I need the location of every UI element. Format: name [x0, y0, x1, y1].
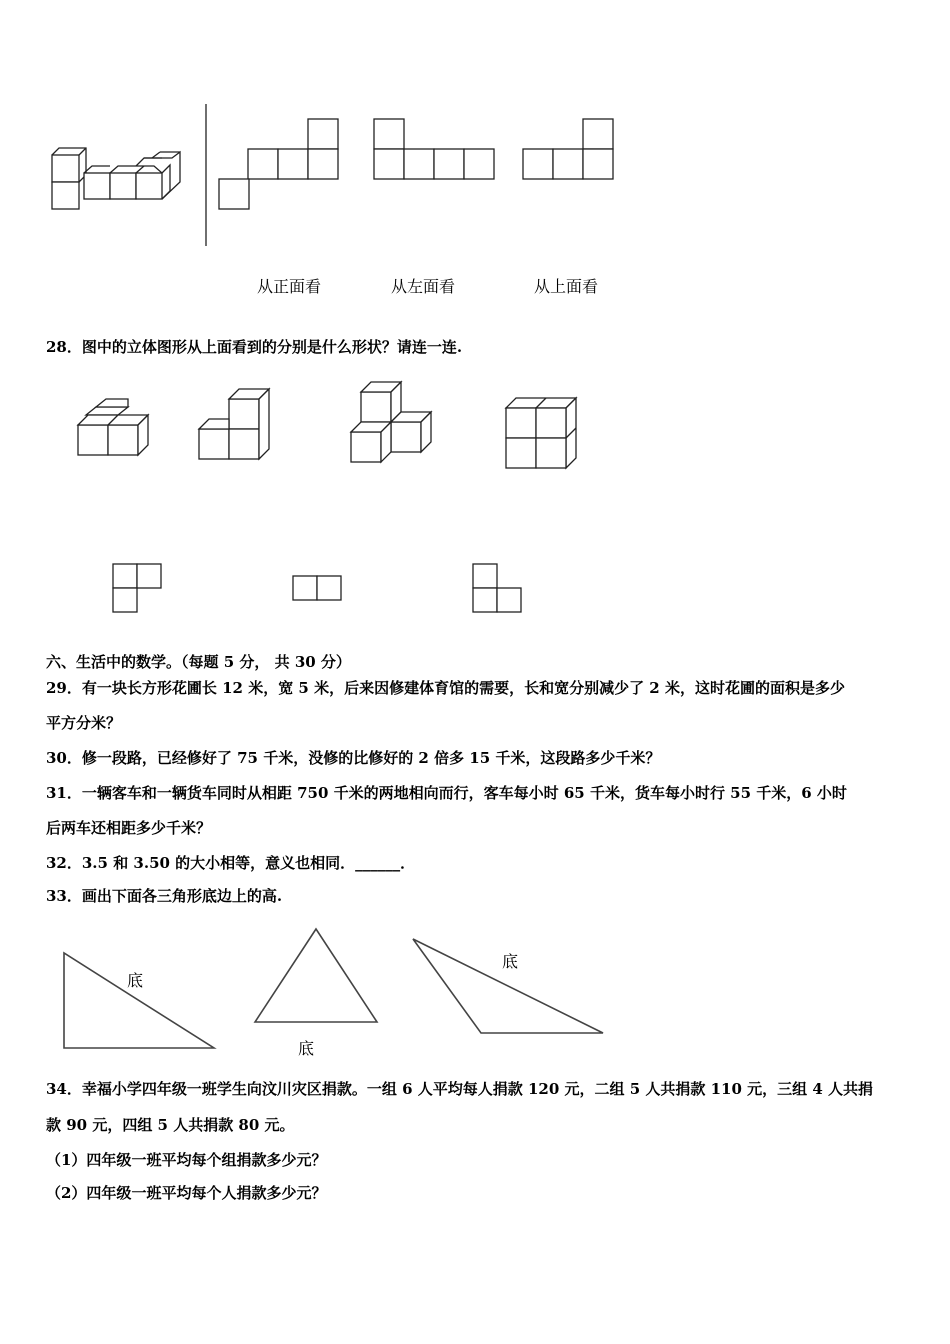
- q28-topview-c: [473, 564, 521, 612]
- q28-topview-b: [293, 576, 341, 600]
- triangle-2-base-label: 底: [298, 1039, 315, 1058]
- triangle-1-base-label: 底: [127, 971, 144, 990]
- q28-solid-b: [199, 389, 269, 459]
- q28-solids-figure: [0, 375, 650, 475]
- answer-blank[interactable]: ______: [355, 854, 401, 872]
- view-label-front: 从正面看: [257, 277, 322, 296]
- solid-row-cubes: [84, 152, 180, 199]
- q28-top-views-figure: [0, 560, 650, 615]
- triangle-3-base-label: 底: [502, 952, 519, 971]
- question-32: [46, 853, 415, 873]
- question-31-line1: 31．一辆客车和一辆货车同时从相距 750 千米的两地相向而行，客车每小时 65 千米，货车每小时行 55 千米，6 小时: [46, 784, 847, 802]
- solid-stack-cubes: [52, 148, 86, 209]
- question-29-line2: 平方分米？: [46, 714, 122, 732]
- question-32-text: 32．3.5 和 3.50 的大小相等，意义也相同．: [46, 854, 356, 872]
- question-29-line1: 29．有一块长方形花圃长 12 米，宽 5 米，后来因修建体育馆的需要，长和宽分别减少了 2 米，这时花圃的面积是多少: [46, 679, 845, 697]
- question-34-sub1: （1）四年级一班平均每个组捐款多少元？: [46, 1151, 327, 1169]
- section-6-title: 六、生活中的数学。（每题 5 分， 共 30 分）: [46, 653, 351, 671]
- question-32-end: ．: [400, 854, 416, 872]
- question-34-line1: 34．幸福小学四年级一班学生向汶川灾区捐款。一组 6 人平均每人捐款 120 元，二组 5 人共捐款 110 元，三组 4 人共捐: [46, 1080, 874, 1098]
- view-label-top: 从上面看: [534, 277, 599, 296]
- q28-solid-a: [78, 399, 148, 455]
- q28-solid-c: [351, 382, 431, 462]
- q28-topview-a: [113, 564, 161, 612]
- q28-solid-d: [506, 398, 576, 468]
- question-30: 30．修一段路，已经修好了 75 千米，没修的比修好的 2 倍多 15 千米，这段路多少千米？: [46, 749, 661, 767]
- q33-triangles-figure: [0, 920, 650, 1065]
- top-view-drawing: [523, 119, 613, 179]
- front-view-drawing: [219, 119, 338, 209]
- left-view-drawing: [374, 119, 494, 179]
- triangle-right: [64, 953, 214, 1048]
- triangle-isosceles: [255, 929, 377, 1022]
- question-28: 28．图中的立体图形从上面看到的分别是什么形状？请连一连.: [46, 338, 463, 356]
- question-31-line2: 后两车还相距多少千米？: [46, 819, 212, 837]
- question-33: 33．画出下面各三角形底边上的高.: [46, 887, 283, 905]
- three-views-figure: [0, 95, 650, 255]
- question-34-line2: 款 90 元，四组 5 人共捐款 80 元。: [46, 1116, 295, 1134]
- question-34-sub2: （2）四年级一班平均每个人捐款多少元？: [46, 1184, 327, 1202]
- view-label-left: 从左面看: [391, 277, 456, 296]
